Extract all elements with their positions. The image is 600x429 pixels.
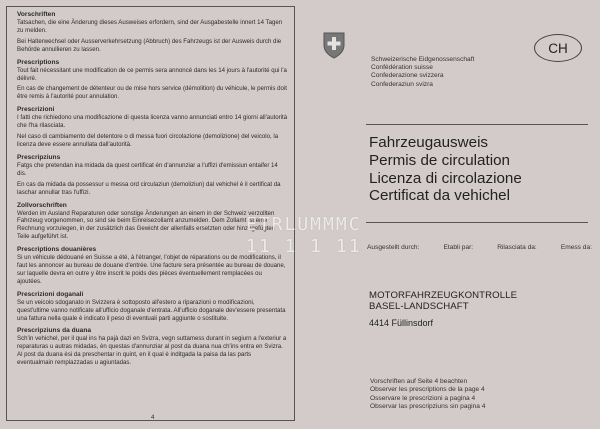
- section-text: I fatti che richiedono una modificazione di questa licenza vanno annunciati entro 14 giorni all'autorità che l'ha rilasciata.: [17, 114, 288, 130]
- section-title: Prescripziuns: [17, 153, 61, 161]
- section-title: Prescrizioni: [17, 106, 55, 114]
- authority-line: Confederaziun svizra: [371, 80, 433, 88]
- section-text: Si un véhicule dédouané en Suisse a été, à l'étranger, l'objet de réparations ou de modifications, il faut les annoncer au bureau de douane d'entrée. Une facture sera présentée au bureau de douane, sur laquelle devra en outre y être inscrit le poids des pièces éventuellement remplacées ou ajoutées.: [17, 254, 286, 285]
- office-location: 4414 Füllinsdorf: [369, 318, 434, 328]
- country-code: CH: [548, 40, 568, 56]
- issued-label: Etabli par:: [443, 244, 474, 251]
- section-text: Nel caso di cambiamento del detentore o di messa fuori circolazione (demolizione) del veicolo, la licenza deve essere annullata dall'autorità.: [17, 133, 279, 148]
- section-text: Fatgs che pretendan ina midada da quest certificat én d'annunziar a l'uffizi d'emissiun entaifer 14 dis.: [17, 161, 278, 177]
- section-title: Prescripziuns da duana: [17, 327, 92, 335]
- section-text: Werden im Ausland Reparaturen oder sonstige Änderungen an einem in der Schweiz verzollten Fahrzeug vorgenommen, so sind sie beim Einreisezollamt anzumelden. Dem Zollamt ist eine Rechnung vorzulegen, in der zusätzlich das Gewicht der allenfalls ersetzten oder hinzugefügten Teile aufgeführt ist.: [17, 209, 276, 241]
- authority-line: Schweizerische Eidgenossenschaft: [371, 56, 475, 63]
- section-title: Zollvorschriften: [17, 201, 67, 209]
- divider: [366, 222, 588, 223]
- section-text: Se un veicolo sdoganato in Svizzera è sottoposto all'estero a riparazioni o modificazioni, quest'ultime vanno notificate all'ufficio doganale d'entrata. All'ufficio doganale dev'essere presentata una fattura nella quale è indicato il peso di eventuali parti aggiunte o sostituite.: [17, 298, 286, 322]
- note-line: Observer les prescriptions de la page 4: [370, 386, 485, 394]
- issued-label: Ausgestellt durch:: [367, 244, 420, 251]
- perforation-line: 11 1 1 11: [246, 236, 362, 257]
- note-line: Osservare le prescrizioni a pagina 4: [370, 394, 476, 402]
- issued-label: Emess da:: [560, 244, 592, 251]
- issued-by-labels: [367, 244, 592, 251]
- swiss-shield-icon: [322, 31, 346, 59]
- section-title: Prescriptions: [17, 58, 60, 66]
- country-code-badge: [534, 34, 582, 62]
- section-text: Tout fait nécessitant une modification de ce permis sera annoncé dans les 14 jours à l'autorité qui l'a délivré.: [17, 66, 287, 82]
- authority-line: Confédération suisse: [371, 64, 433, 72]
- section-text: Tatsachen, die eine Änderung dieses Ausweises erfordern, sind der Ausgabestelle innert 14 Tagen zu melden.: [17, 19, 283, 34]
- regulations-note: [370, 378, 485, 411]
- page-number: 4: [151, 415, 155, 421]
- title-line: Fahrzeugausweis: [369, 134, 489, 151]
- authority-line: Confederazione svizzera: [371, 72, 444, 80]
- perforation-line: ETRLUMMMC: [246, 214, 362, 235]
- section-text: Sch'in vehichel, per il qual ins ha pajà dazi en Svizra, vegn suttamess durant in segiurn a l'exteriur a reparaturas u autras midadas, èn questas d'annunziar al post da duana nua ch'ins entra en Svizra. Al post da duana èsi da preschentar in quint, en il qual è inditgada la paisa da las parts eventualmain remplazzadas u agiuntadas.: [17, 335, 287, 367]
- title-line: Permis de circulation: [369, 151, 510, 169]
- issuing-office: [369, 290, 517, 313]
- section-text: Bei Halterwechsel oder Ausserverkehrsetzung (Abbruch) des Fahrzeugs ist der Ausweis durch die Behörde annullieren zu lassen.: [17, 37, 282, 53]
- section-title: Prescrizioni doganali: [17, 290, 84, 298]
- title-line: Certificat da vehichel: [369, 187, 510, 205]
- office-line: BASEL-LANDSCHAFT: [369, 301, 469, 313]
- note-line: Observar las prescripziuns sin pagina 4: [370, 402, 486, 410]
- document-title: [369, 134, 522, 205]
- section-title: Prescriptions douanières: [17, 246, 97, 254]
- divider: [366, 124, 588, 125]
- office-line: MOTORFAHRZEUGKONTROLLE: [369, 290, 518, 301]
- issued-label: Rilasciata da:: [497, 244, 537, 251]
- section-text: En cas de changement de détenteur ou de mise hors service (démolition) du véhicule, le permis doit être remis à l'autorité pour annulation.: [17, 85, 287, 101]
- section-text: En cas da midada da possessur u messa ord circulaziun (demoliziun) dal vehichel è il certificat da laschar annullar tras l'uffizi.: [17, 180, 281, 196]
- note-line: Vorschriften auf Seite 4 beachten: [370, 378, 468, 385]
- issuing-authority: [371, 56, 474, 89]
- title-line: Licenza di circolazione: [369, 169, 522, 187]
- section-title: Vorschriften: [17, 11, 56, 18]
- perforated-serial-stamp: [246, 214, 396, 266]
